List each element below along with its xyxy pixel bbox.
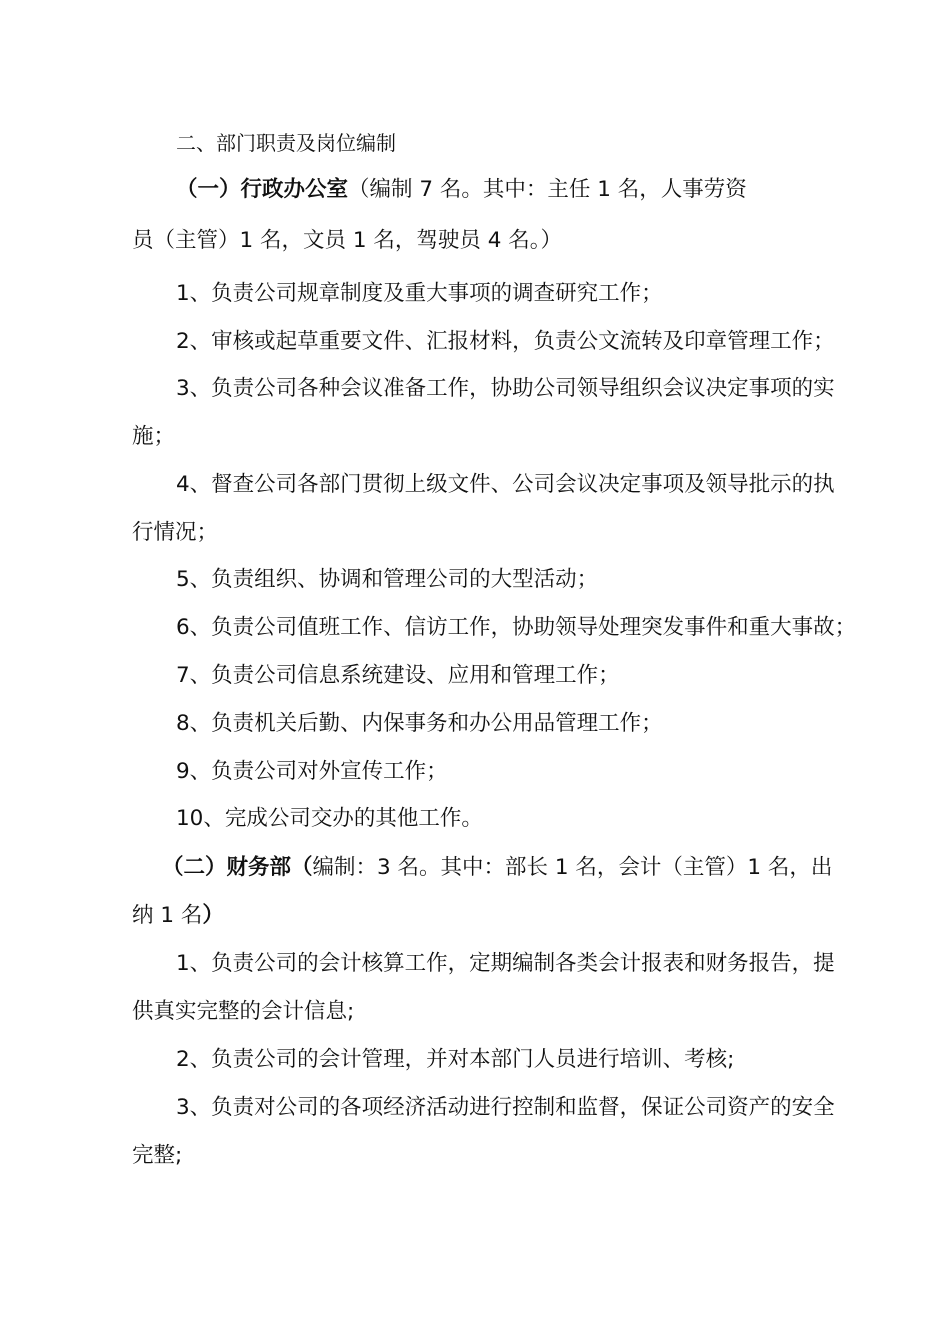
finance-item: 3、负责对公司的各项经济活动进行控制和监督，保证公司资产的安全 <box>176 1095 835 1120</box>
finance-item-cont: 完整; <box>132 1143 183 1168</box>
finance-item-cont: 供真实完整的会计信息; <box>132 999 355 1024</box>
admin-item: 5、负责组织、协调和管理公司的大型活动； <box>176 567 599 592</box>
section-title: 二、部门职责及岗位编制 <box>176 131 396 155</box>
admin-heading-cont: 员（主管）1 名，文员 1 名，驾驶员 4 名。） <box>132 228 562 253</box>
finance-heading-cont-text: 纳 1 名 <box>132 903 203 928</box>
admin-item: 8、负责机关后勤、内保事务和办公用品管理工作； <box>176 711 663 736</box>
admin-item-cont: 行情况； <box>132 520 219 545</box>
admin-item: 2、审核或起草重要文件、汇报材料，负责公文流转及印章管理工作； <box>176 329 835 354</box>
finance-heading-staffing: 编制：3 名。其中：部长 1 名，会计（主管）1 名，出 <box>312 855 833 880</box>
admin-item: 3、负责公司各种会议准备工作，协助公司领导组织会议决定事项的实 <box>176 376 835 401</box>
finance-item: 1、负责公司的会计核算工作，定期编制各类会计报表和财务报告，提 <box>176 951 835 976</box>
admin-item: 10、完成公司交办的其他工作。 <box>176 806 483 831</box>
admin-item: 6、负责公司值班工作、信访工作，协助领导处理突发事件和重大事故； <box>176 615 857 640</box>
finance-heading <box>162 853 832 883</box>
admin-item: 7、负责公司信息系统建设、应用和管理工作； <box>176 663 620 688</box>
admin-item: 1、负责公司规章制度及重大事项的调查研究工作； <box>176 281 663 306</box>
finance-heading-cont <box>132 901 224 931</box>
admin-heading-title: （一）行政办公室 <box>176 177 349 202</box>
admin-item-cont: 施； <box>132 424 176 449</box>
admin-item: 4、督查公司各部门贯彻上级文件、公司会议决定事项及领导批示的执 <box>176 472 835 497</box>
finance-heading-close: ） <box>202 903 224 928</box>
admin-item: 9、负责公司对外宣传工作； <box>176 759 448 784</box>
admin-heading <box>176 175 747 205</box>
finance-heading-title: （二）财务部（ <box>162 855 313 880</box>
admin-heading-staffing: （编制 7 名。其中：主任 1 名，人事劳资 <box>348 177 747 202</box>
finance-item: 2、负责公司的会计管理，并对本部门人员进行培训、考核; <box>176 1047 735 1072</box>
